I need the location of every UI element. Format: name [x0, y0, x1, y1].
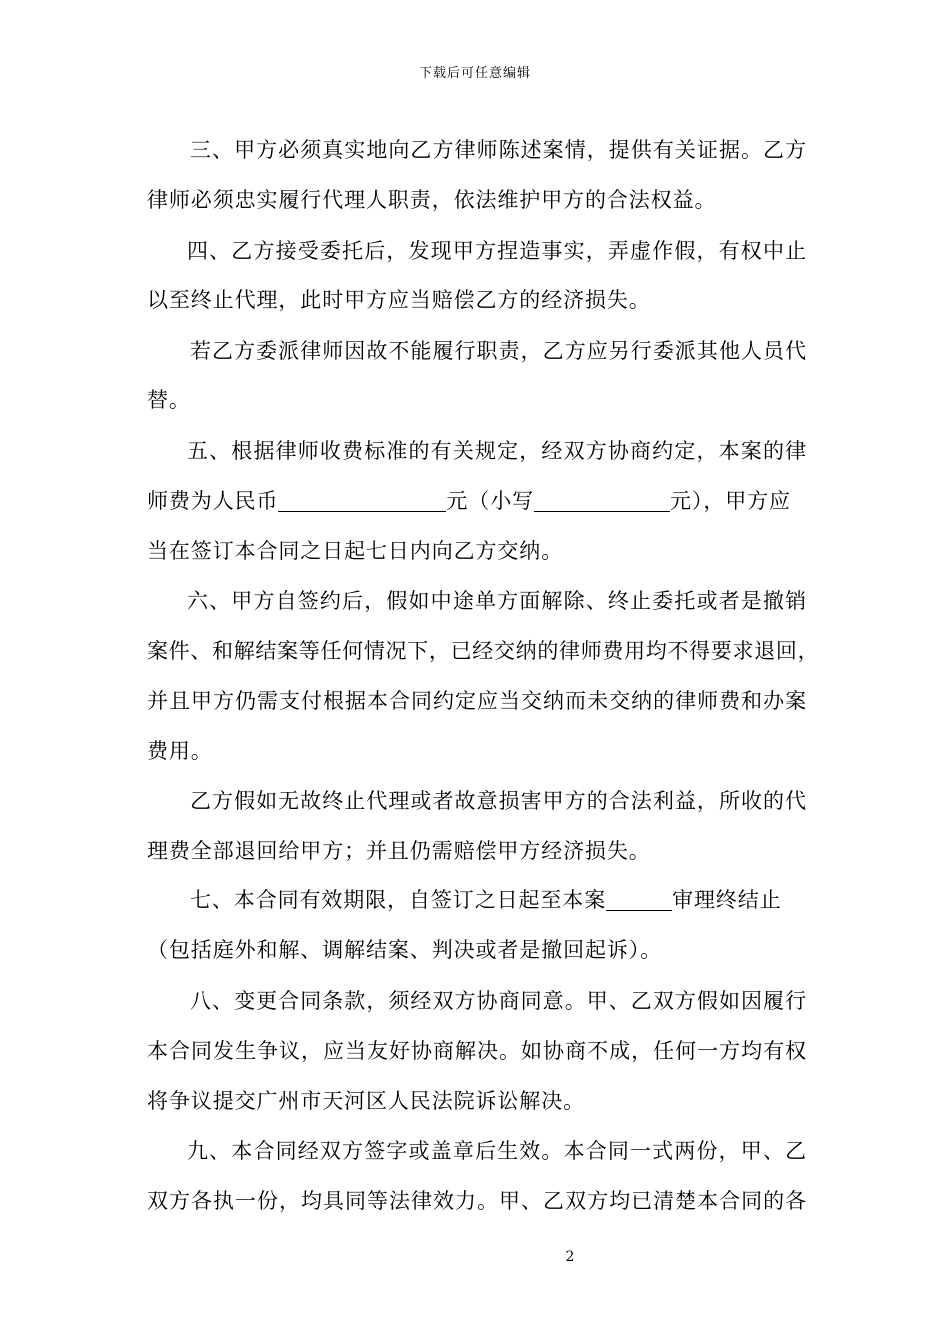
text-line: 当在签订本合同之日起七日内向乙方交纳。 [147, 539, 564, 563]
text-fragment: 审理终结止 [672, 888, 782, 912]
text-line: 三、甲方必须真实地向乙方律师陈述案情，提供有关证据。乙方 [190, 138, 807, 162]
text-line: 六、甲方自签约后，假如中途单方面解除、终止委托或者是撤销 [187, 589, 807, 613]
text-line: 五、根据律师收费标准的有关规定，经双方协商约定，本案的律 [187, 439, 807, 463]
text-line: 双方各执一份，均具同等法律效力。甲、乙双方均已清楚本合同的各 [147, 1189, 807, 1213]
fee-amount-blank[interactable] [278, 489, 446, 512]
text-line: 乙方假如无故终止代理或者故意损害甲方的合法利益，所收的代 [190, 789, 807, 813]
fee-lowercase-blank[interactable] [534, 489, 670, 512]
fee-line [147, 486, 807, 516]
text-fragment: 元），甲方应 [670, 489, 791, 513]
text-line: 本合同发生争议，应当友好协商解决。如协商不成，任何一方均有权 [147, 1039, 807, 1063]
term-line [190, 885, 807, 915]
text-fragment: 七、本合同有效期限，自签订之日起至本案 [190, 888, 607, 912]
text-line: 并且甲方仍需支付根据本合同约定应当交纳而未交纳的律师费和办案 [147, 689, 807, 713]
text-line: （包括庭外和解、调解结案、判决或者是撤回起诉）。 [147, 938, 663, 962]
text-line: 理费全部退回给甲方；并且仍需赔偿甲方经济损失。 [147, 839, 651, 863]
text-line: 八、变更合同条款，须经双方协商同意。甲、乙双方假如因履行 [190, 989, 807, 1013]
text-line: 将争议提交广州市天河区人民法院诉讼解决。 [147, 1089, 585, 1113]
text-line: 费用。 [147, 739, 213, 763]
text-fragment: 元（小写 [446, 489, 535, 513]
text-line: 以至终止代理，此时甲方应当赔偿乙方的经济损失。 [147, 288, 651, 312]
text-line: 案件、和解结案等任何情况下，已经交纳的律师费用均不得要求退回， [147, 639, 819, 663]
text-line: 律师必须忠实履行代理人职责，依法维护甲方的合法权益。 [147, 188, 717, 212]
case-stage-blank[interactable] [606, 888, 672, 911]
page-number: 2 [565, 1249, 575, 1265]
text-line: 四、乙方接受委托后，发现甲方捏造事实，弄虚作假，有权中止 [187, 239, 807, 263]
page-header: 下载后可任意编辑 [418, 66, 531, 81]
text-fragment: 师费为人民币 [147, 489, 279, 513]
text-line: 九、本合同经双方签字或盖章后生效。本合同一式两份，甲、乙 [187, 1139, 807, 1163]
text-line: 替。 [147, 388, 191, 412]
text-line: 若乙方委派律师因故不能履行职责，乙方应另行委派其他人员代 [190, 339, 807, 363]
